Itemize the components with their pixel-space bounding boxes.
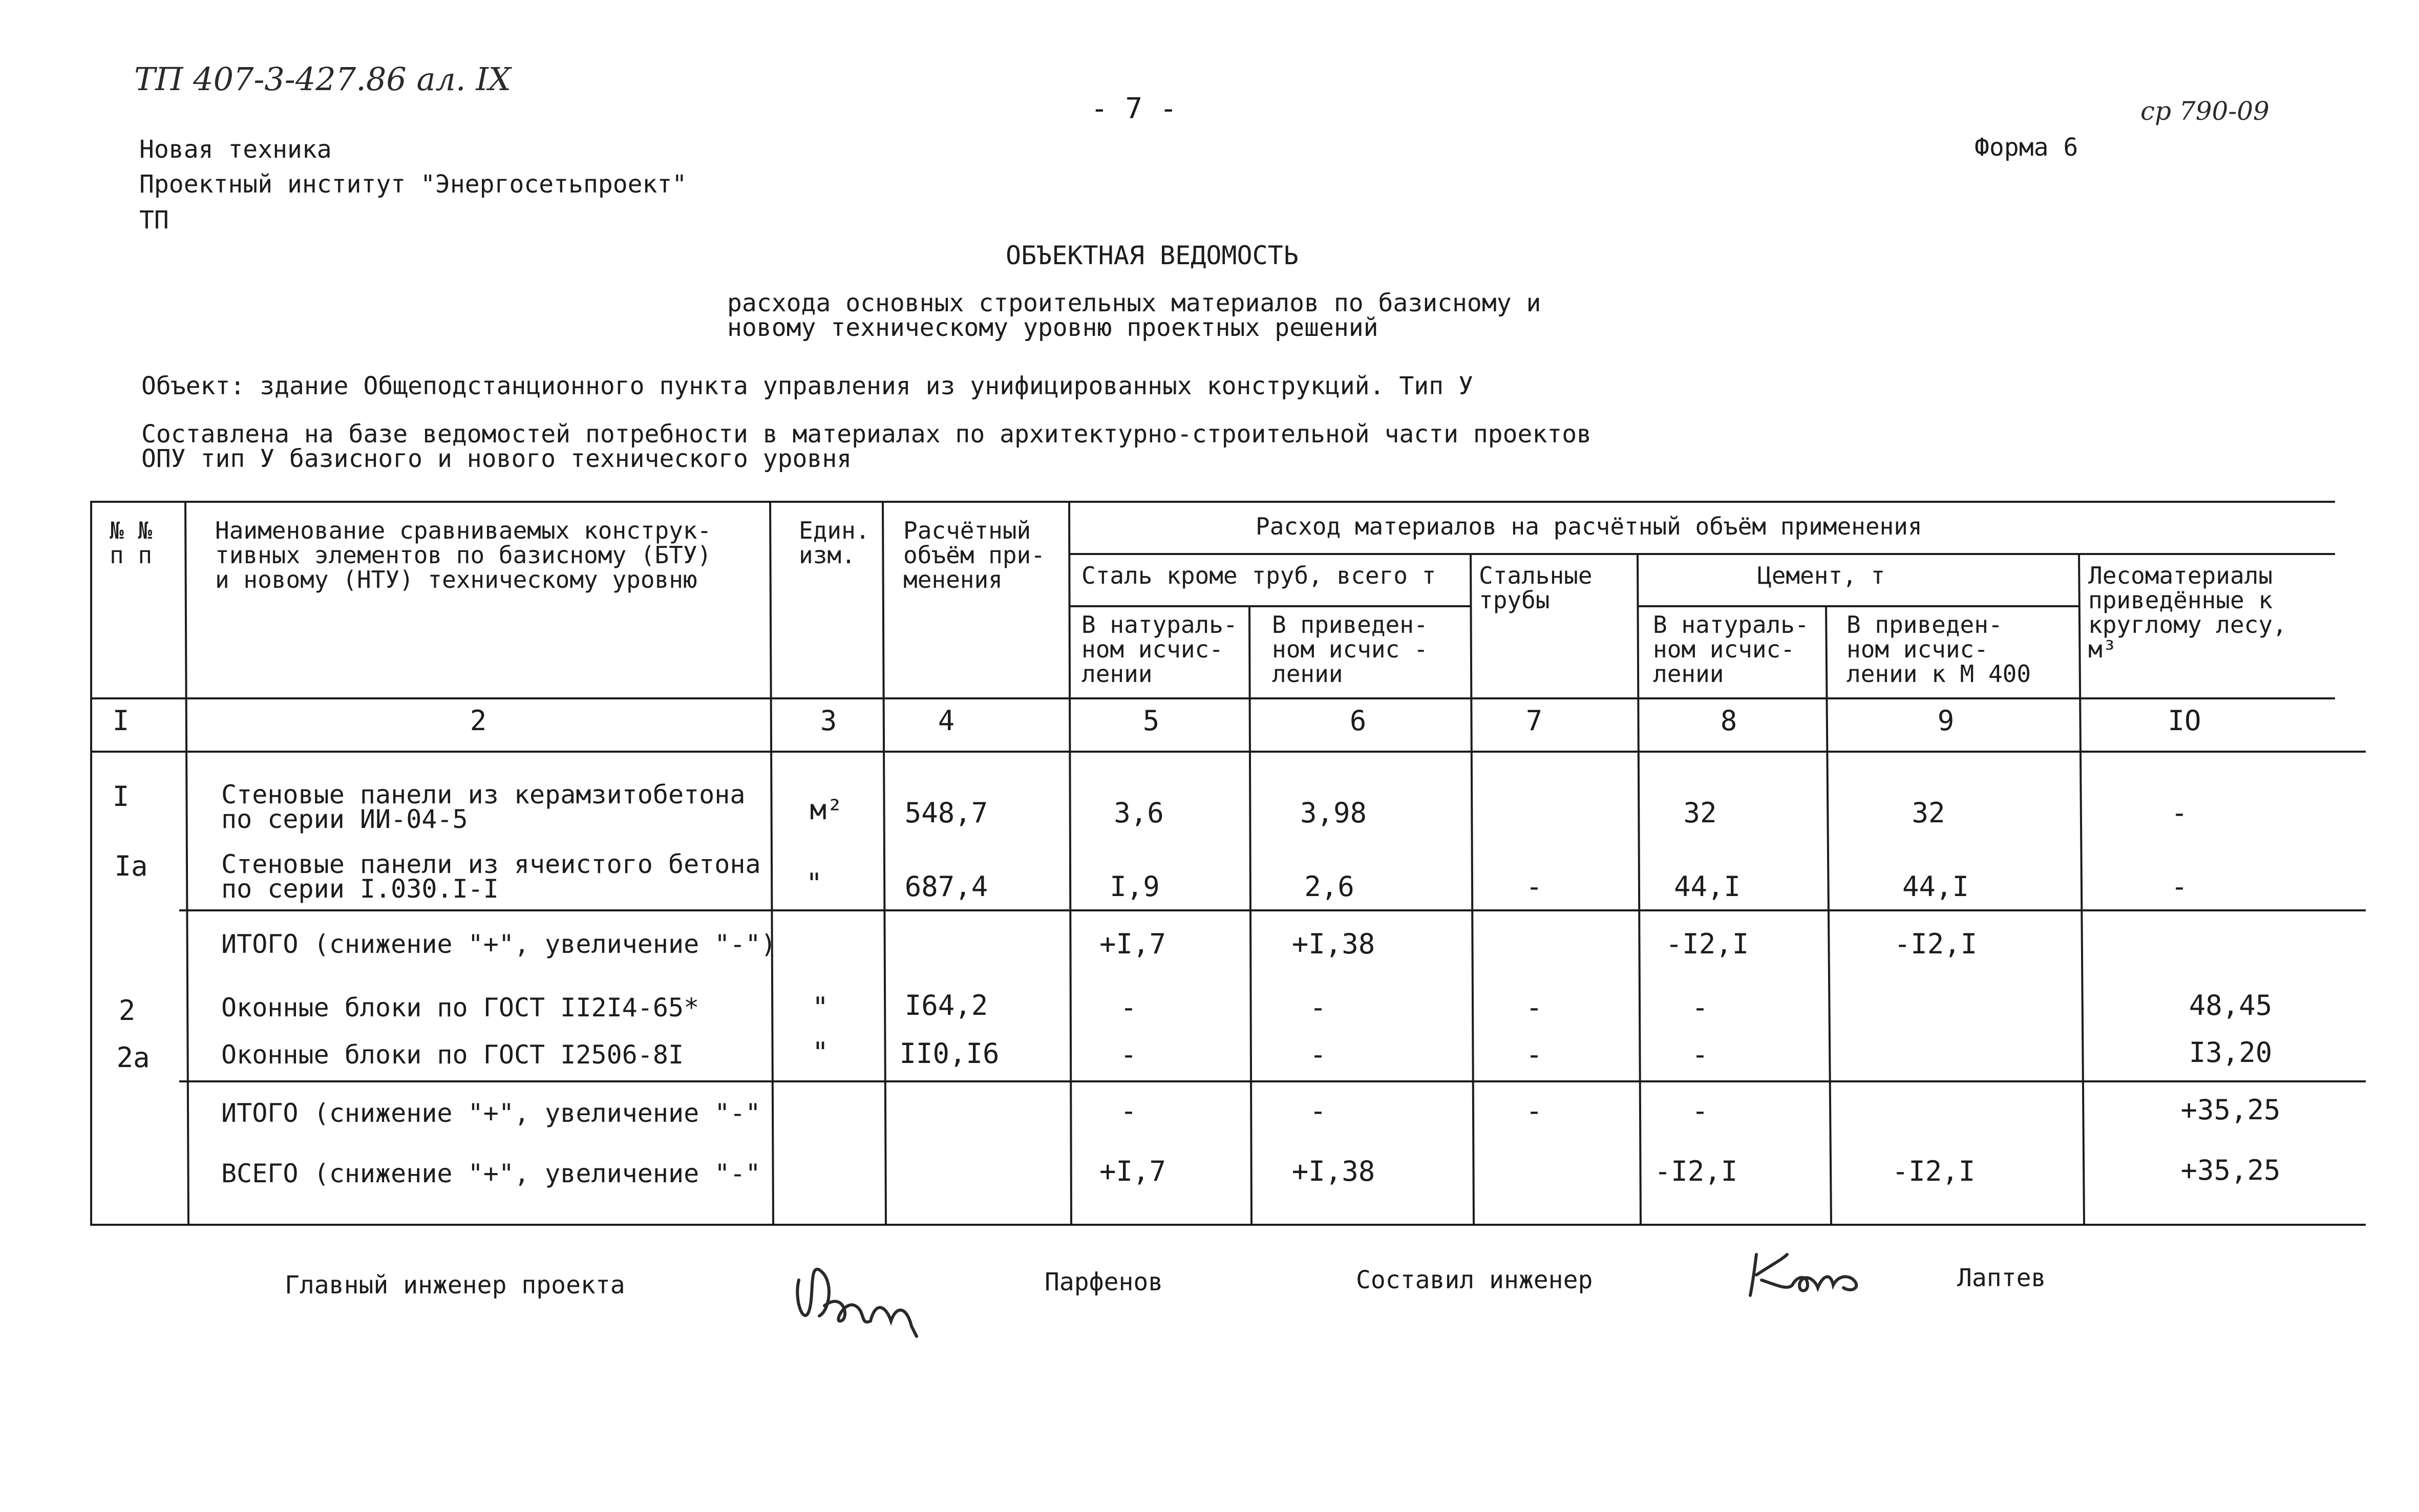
column-number: IO <box>2168 705 2201 737</box>
header-cement-reduced: В приведен- ном исчис- лении к М 400 <box>1847 611 2031 688</box>
row-timber: +35,25 <box>2180 1094 2281 1126</box>
header-timber: Лесоматериалы приведённые к круглому лесу, м³ <box>2088 562 2287 663</box>
row-steel-natural: - <box>1120 991 1137 1024</box>
row-cement-reduced: -I2,I <box>1892 1155 1976 1187</box>
chief-engineer-signature <box>789 1249 932 1341</box>
header-row-number: № № п п <box>110 517 153 569</box>
row-volume: 548,7 <box>904 797 988 829</box>
column-number: 3 <box>820 705 837 737</box>
row-cement-natural: - <box>1691 1038 1709 1071</box>
row-unit: " <box>812 1036 829 1069</box>
header-cement-natural: В натураль- ном исчис- лении <box>1653 611 1809 688</box>
column-number: 7 <box>1525 705 1543 737</box>
row-steel-reduced: - <box>1309 1038 1327 1071</box>
column-number: 5 <box>1142 705 1160 737</box>
header-steel-reduced: В приведен- ном исчис - лении <box>1272 611 1428 688</box>
row-cement-natural: -I2,I <box>1665 928 1749 960</box>
header-volume: Расчётный объём при- менения <box>903 517 1045 593</box>
row-steel-reduced: +I,38 <box>1291 928 1375 960</box>
row-cement-natural: 32 <box>1683 797 1717 829</box>
compiled-by-label: Составил инженер <box>1356 1266 1593 1294</box>
column-number: 2 <box>470 705 487 737</box>
row-number: 2а <box>116 1041 150 1074</box>
row-steel-natural: +I,7 <box>1099 1155 1166 1187</box>
document-subtitle-line-1: расхода основных строительных материалов по базисному и <box>727 289 1541 317</box>
header-unit: Един. изм. <box>799 517 870 569</box>
row-unit: " <box>812 991 829 1024</box>
column-number: 8 <box>1720 705 1737 737</box>
row-steel-reduced: 2,6 <box>1304 870 1354 903</box>
basis-line-1: Составлена на базе ведомостей потребности в материалах по архитектурно-строительной части проектов <box>141 420 1592 449</box>
row-timber: - <box>2171 797 2188 829</box>
chief-engineer-name: Парфенов <box>1045 1268 1163 1296</box>
header-element-name: Наименование сравниваемых конструк- тивных элементов по базисному (БТУ) и новому (НТУ) техническому уровню <box>215 517 712 593</box>
document-subtitle-line-2: новому техническому уровню проектных решений <box>727 313 1378 342</box>
page-number: - 7 - <box>1091 92 1177 125</box>
row-steel-reduced: 3,98 <box>1300 797 1367 829</box>
total-label: ВСЕГО (снижение "+", увеличение "-" <box>221 1159 761 1188</box>
row-number: I <box>112 780 130 813</box>
row-number: 2 <box>118 994 136 1027</box>
row-steel-natural: - <box>1120 1038 1137 1071</box>
row-steel-natural: +I,7 <box>1099 928 1166 960</box>
document-title: ОБЪЕКТНАЯ ВЕДОМОСТЬ <box>1006 241 1299 270</box>
object-line: Объект: здание Общеподстанционного пункта управления из унифицированных конструкций. Тип У <box>141 372 1473 400</box>
row-timber: 48,45 <box>2189 989 2273 1021</box>
row-steel-natural: - <box>1120 1095 1137 1127</box>
row-timber: +35,25 <box>2180 1154 2281 1186</box>
row-timber: - <box>2171 870 2188 903</box>
row-volume: 687,4 <box>904 870 988 903</box>
row-steel-reduced: +I,38 <box>1291 1155 1375 1187</box>
form-label: Форма 6 <box>1975 133 2078 162</box>
row-pipes: - <box>1525 1038 1543 1071</box>
column-number: 9 <box>1937 705 1955 737</box>
subtotal-label: ИТОГО (снижение "+", увеличение "-" <box>221 1098 761 1128</box>
row-element-name: Оконные блоки по ГОСТ I2506-8I <box>221 1040 684 1070</box>
header-pipes: Стальные трубы <box>1479 562 1593 614</box>
chief-engineer-label: Главный инженер проекта <box>285 1271 625 1300</box>
row-cement-reduced: -I2,I <box>1894 928 1978 960</box>
row-timber: I3,20 <box>2189 1036 2273 1069</box>
header-line-institute: Проектный институт "Энергосетьпроект" <box>139 170 687 199</box>
row-pipes: - <box>1525 870 1543 903</box>
row-unit: м² <box>810 794 843 826</box>
row-steel-natural: 3,6 <box>1114 797 1164 829</box>
row-cement-natural: - <box>1691 1095 1709 1127</box>
column-number: 6 <box>1349 705 1367 737</box>
row-cement-natural: - <box>1691 991 1709 1024</box>
row-cement-natural: -I2,I <box>1654 1155 1738 1187</box>
column-number: 4 <box>938 705 955 737</box>
row-unit: " <box>805 867 823 900</box>
header-line-tp: ТП <box>139 206 169 235</box>
compiler-name: Лаптев <box>1957 1264 2046 1292</box>
header-steel: Сталь кроме труб, всего т <box>1081 562 1436 589</box>
row-element-name: Стеновые панели из керамзитобетона по серии ИИ-04-5 <box>221 780 746 834</box>
header-steel-natural: В натураль- ном исчис- лении <box>1081 611 1238 688</box>
row-number: Iа <box>114 850 148 882</box>
column-number: I <box>112 705 130 737</box>
row-steel-reduced: - <box>1309 991 1327 1024</box>
row-pipes: - <box>1525 991 1543 1024</box>
header-line-organization: Новая техника <box>139 135 332 164</box>
handwritten-document-code: ТП 407-3-427.86 ал. IX <box>134 60 511 98</box>
row-volume: I64,2 <box>904 989 988 1021</box>
row-steel-reduced: - <box>1309 1095 1327 1127</box>
row-cement-reduced: 44,I <box>1902 870 1969 903</box>
header-consumption: Расход материалов на расчётный объём применения <box>1256 513 1922 540</box>
subtotal-label: ИТОГО (снижение "+", увеличение "-") <box>221 929 776 959</box>
row-element-name: Оконные блоки по ГОСТ II2I4-65* <box>221 993 699 1023</box>
header-cement: Цемент, т <box>1757 562 1885 589</box>
row-pipes: - <box>1525 1095 1543 1127</box>
row-volume: II0,I6 <box>899 1037 1000 1070</box>
row-element-name: Стеновые панели из ячеистого бетона по серии I.030.I-I <box>221 849 761 904</box>
handwritten-stamp: ср 790-09 <box>2140 96 2269 126</box>
compiler-signature <box>1741 1244 1874 1306</box>
row-steel-natural: I,9 <box>1110 870 1160 903</box>
row-cement-reduced: 32 <box>1912 797 1945 829</box>
row-cement-natural: 44,I <box>1673 870 1741 903</box>
basis-line-2: ОПУ тип У базисного и нового технического уровня <box>141 444 852 473</box>
